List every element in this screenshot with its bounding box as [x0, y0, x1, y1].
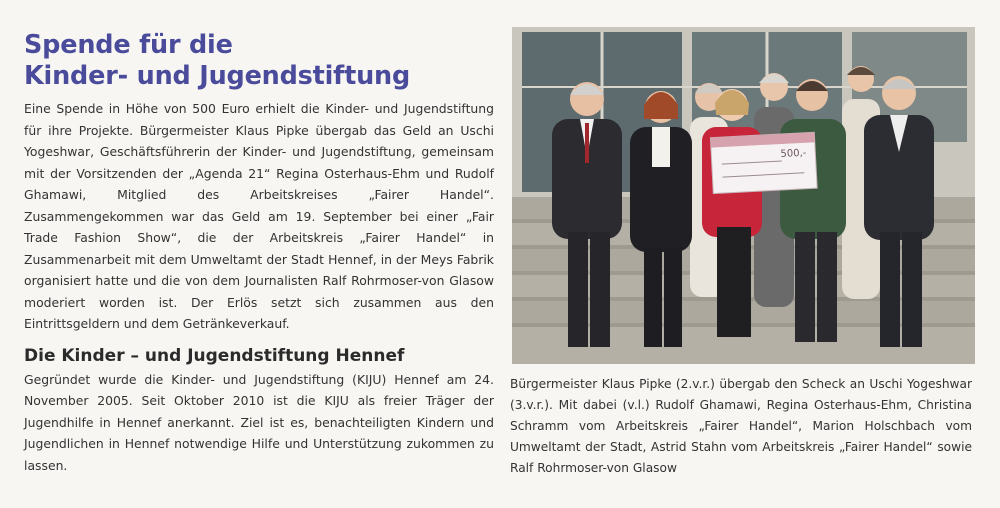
check-amount: 500,- [780, 147, 807, 161]
article-headline [24, 30, 494, 92]
donation-check [710, 132, 817, 193]
group-photo [512, 27, 975, 364]
article-paragraph-1: Eine Spende in Höhe von 500 Euro erhielt die Kinder- und Jugendstiftung für ihre Projekte. Bürgermeister Klaus Pipke übergab das Geld an Uschi Yogeshwar, Geschäftsführerin der Kinder- und Jugendstiftung, gemeinsam mit der Vorsitzenden der „Agenda 21“ Regina Osterhaus-Ehm und Rudolf Ghamawi, Mitglied des Arbeitskreises „Fairer Handel“. Zusammengekommen war das Geld am 19. September bei einer „Fair Trade Fashion Show“, die der Arbeitskreis „Fairer Handel“ in Zusammenarbeit mit dem Umweltamt der Stadt Hennef, in der Meys Fabrik organisiert hatte und die von dem Journalisten Ralf Rohrmoser-von Glasow moderiert worden ist. Der Erlös setzt sich zusammen aus den Eintrittsgeldern und dem Getränkeverkauf. [24, 101, 494, 331]
headline-line-2: Kinder- und Jugendstiftung [24, 61, 411, 91]
headline-line-1: Spende für die [24, 30, 233, 60]
article-subheading: Die Kinder – und Jugendstiftung Hennef [24, 345, 405, 366]
article-paragraph-2: Gegründet wurde die Kinder- und Jugendstiftung (KIJU) Hennef am 24. November 2005. Seit Oktober 2010 ist die KIJU als freier Träger der Jugendhilfe in Hennef anerkannt. Ziel ist es, benachteiligten Kindern und Jugendlichen in Hennef notwendige Hilfe und Unterstützung zukommen zu lassen. [24, 371, 494, 473]
photo-illustration [512, 27, 975, 364]
article-column [24, 30, 494, 476]
photo-caption: Bürgermeister Klaus Pipke (2.v.r.) übergab den Scheck an Uschi Yogeshwar (3.v.r.). Mit dabei (v.l.) Rudolf Ghamawi, Regina Osterhaus-Ehm, Christina Schramm vom Arbeitskreis „Fairer Handel“, Marion Holschbach vom Umweltamt der Stadt, Astrid Stahn vom Arbeitskreis „Fairer Handel“ sowie Ralf Rohrmoser-von Glasow [510, 377, 972, 475]
